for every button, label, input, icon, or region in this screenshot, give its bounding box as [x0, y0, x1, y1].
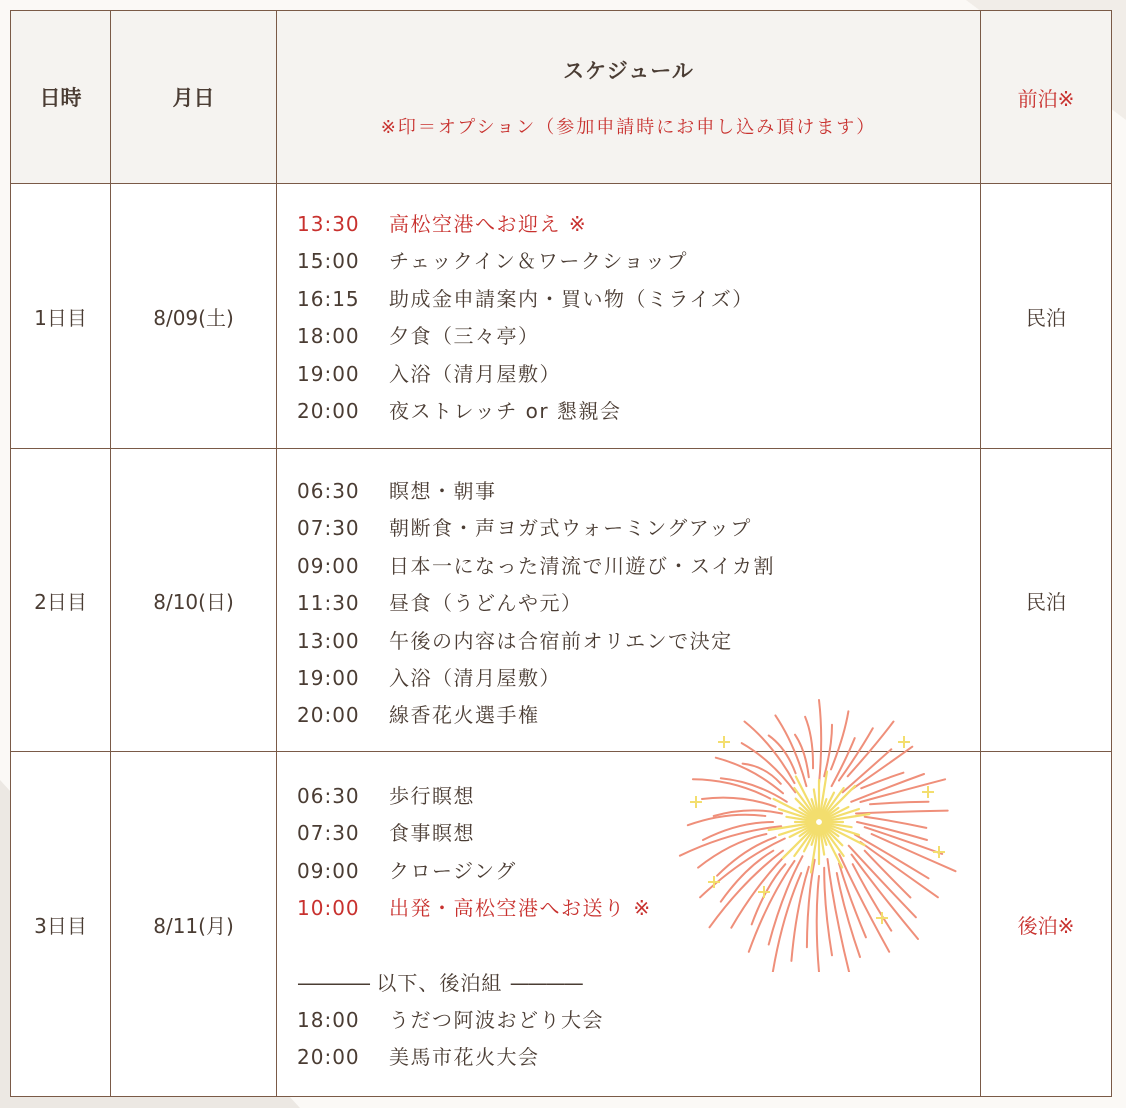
schedule-item [297, 585, 980, 622]
schedule-item [297, 623, 980, 660]
schedule-item [297, 1039, 980, 1076]
item-time: 20:00 [297, 703, 360, 728]
item-text: 朝断食・声ヨガ式ウォーミングアップ [389, 516, 752, 541]
schedule-item [297, 510, 980, 547]
stay-label: 後泊※ [981, 752, 1112, 1097]
header-row [11, 11, 1112, 184]
schedule-item [297, 473, 980, 510]
schedule-item [297, 815, 980, 852]
schedule-item [297, 853, 980, 890]
stay-label: 民泊 [981, 449, 1112, 752]
schedule-cell [277, 184, 981, 449]
header-day: 日時 [11, 11, 111, 184]
schedule-cell [277, 752, 981, 1097]
schedule-item [297, 281, 980, 318]
header-date: 月日 [111, 11, 277, 184]
item-text: クロージング [389, 858, 517, 883]
schedule-item [297, 206, 980, 243]
header-note: ※印＝オプション（参加申請時にお申し込み頂けます） [380, 117, 877, 138]
schedule-item [297, 318, 980, 355]
schedule-item [297, 697, 980, 734]
item-text: 助成金申請案内・買い物（ミライズ） [389, 286, 754, 311]
item-text: 出発・高松空港へお送り ※ [389, 896, 652, 921]
date-label: 8/09(土) [111, 184, 277, 449]
day-label: 2日目 [11, 449, 111, 752]
schedule-item [297, 356, 980, 393]
day-row [11, 752, 1112, 1097]
date-label: 8/10(日) [111, 449, 277, 752]
date-label: 8/11(月) [111, 752, 277, 1097]
header-schedule: スケジュール [563, 59, 694, 83]
item-text: 午後の内容は合宿前オリエンで決定 [389, 628, 733, 653]
section-divider [297, 965, 980, 1002]
divider-line-right: ———— [509, 970, 582, 995]
day-label: 3日目 [11, 752, 111, 1097]
schedule-item [297, 1002, 980, 1039]
item-time: 13:30 [297, 212, 360, 236]
item-time: 19:00 [297, 361, 360, 386]
item-text: 日本一になった清流で川遊び・スイカ割 [389, 553, 775, 578]
divider-label: 以下、後泊組 [376, 970, 503, 995]
day-row [11, 449, 1112, 752]
item-time: 18:00 [297, 324, 360, 349]
item-text: チェックイン＆ワークショップ [389, 249, 688, 274]
item-time: 09:00 [297, 858, 360, 883]
item-time: 06:30 [297, 784, 360, 808]
item-time: 18:00 [297, 1008, 360, 1033]
divider-line-left: ———— [297, 970, 369, 995]
item-time: 13:00 [297, 628, 360, 653]
item-time: 20:00 [297, 1045, 360, 1070]
item-text: 夕食（三々亭） [389, 324, 540, 349]
schedule-table [10, 10, 1112, 1097]
item-time: 19:00 [297, 666, 360, 691]
schedule-item [297, 890, 980, 927]
item-time: 07:30 [297, 821, 360, 846]
item-text: 入浴（清月屋敷） [389, 361, 561, 386]
schedule-item [297, 393, 980, 430]
item-text: うだつ阿波おどり大会 [389, 1008, 604, 1033]
item-text: 歩行瞑想 [389, 784, 475, 808]
item-time: 20:00 [297, 399, 360, 424]
header-schedule-cell [277, 11, 981, 184]
schedule-item [297, 660, 980, 697]
item-time: 07:30 [297, 516, 360, 541]
schedule-item [297, 548, 980, 585]
item-time: 10:00 [297, 896, 360, 921]
item-text: 美馬市花火大会 [389, 1045, 540, 1070]
item-text: 昼食（うどんや元） [389, 591, 583, 616]
day-row [11, 184, 1112, 449]
schedule-item [297, 243, 980, 280]
schedule-item [297, 778, 980, 815]
item-time: 11:30 [297, 591, 360, 616]
item-text: 夜ストレッチ or 懇親会 [389, 399, 622, 424]
item-text: 線香花火選手権 [389, 703, 540, 728]
schedule-cell [277, 449, 981, 752]
day-label: 1日目 [11, 184, 111, 449]
item-text: 入浴（清月屋敷） [389, 666, 561, 691]
item-time: 16:15 [297, 286, 360, 311]
item-text: 高松空港へお迎え ※ [389, 212, 588, 236]
item-time: 15:00 [297, 249, 360, 274]
header-stay: 前泊※ [981, 11, 1112, 184]
item-text: 食事瞑想 [389, 821, 475, 846]
stay-label: 民泊 [981, 184, 1112, 449]
item-time: 06:30 [297, 479, 360, 503]
item-text: 瞑想・朝事 [389, 479, 497, 503]
item-time: 09:00 [297, 553, 360, 578]
